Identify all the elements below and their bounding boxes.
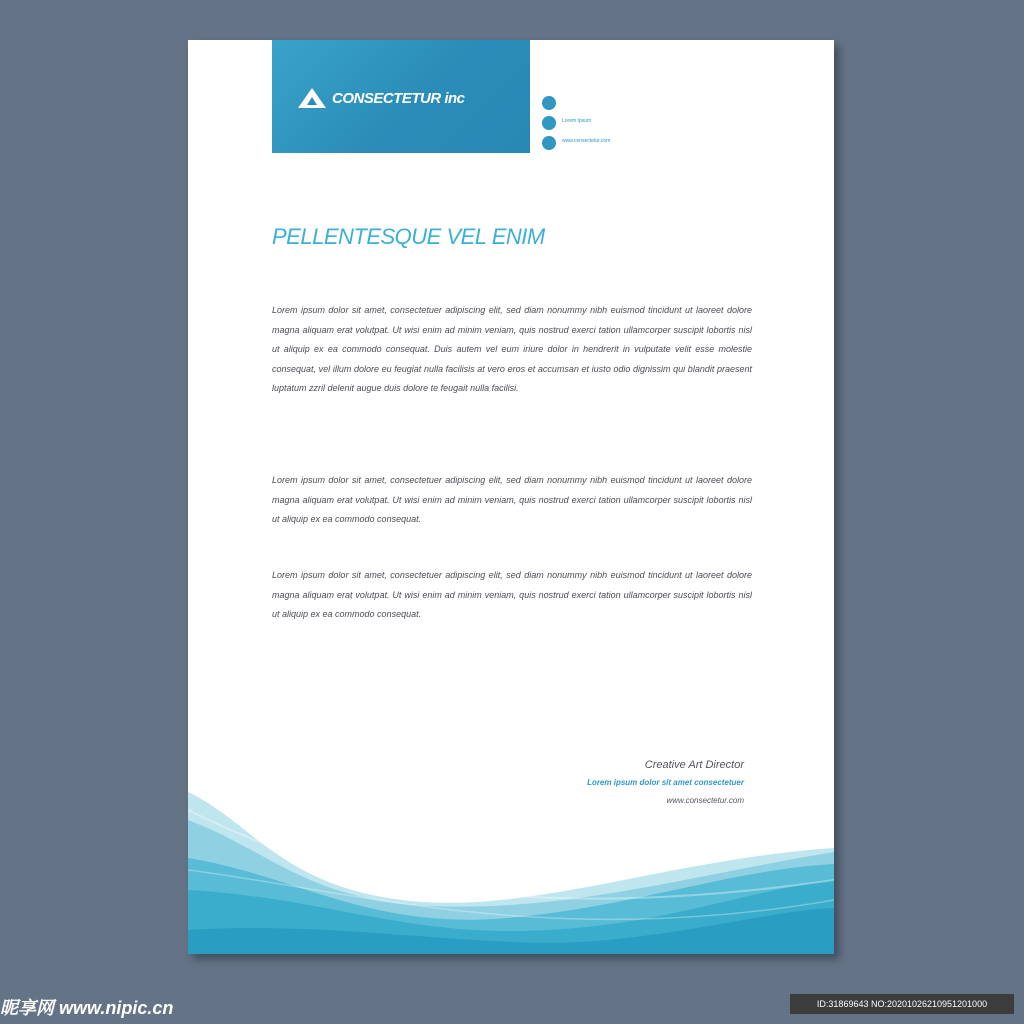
document-heading: PELLENTESQUE VEL ENIM [272, 224, 545, 249]
signature-subtitle: Lorem ipsum dolor sit amet consectetuer [587, 778, 744, 787]
contact-row [540, 134, 660, 154]
contact-row [540, 114, 660, 134]
wave-decoration [188, 780, 834, 954]
watermark-site: 昵享网 www.nipic.cn [0, 998, 174, 1018]
location-icon [542, 96, 556, 110]
signature-title: Creative Art Director [644, 759, 744, 771]
signature-website: www.consectetur.com [666, 796, 744, 805]
body-paragraph: Lorem ipsum dolor sit amet, consectetuer adipiscing elit, sed diam nonummy nibh euismod tincidunt ut laoreet dolore magna aliquam erat volutpat. Ut wisi enim ad minim veniam, quis nostrud exerci tation ullamcorper suscipit lobortis nisl ut aliquip ex ea commodo consequat. [272, 475, 752, 524]
company-name: CONSECTETUR inc [332, 90, 465, 107]
letterhead-logo-banner [272, 40, 530, 153]
contact-text: Lorem Ipsum [562, 118, 592, 124]
contact-text: www.consectetur.com [562, 138, 611, 144]
body-paragraph: Lorem ipsum dolor sit amet, consectetuer adipiscing elit, sed diam nonummy nibh euismod tincidunt ut laoreet dolore magna aliquam erat volutpat. Ut wisi enim ad minim veniam, quis nostrud exerci tation ullamcorper suscipit lobortis nisl ut aliquip ex ea commodo consequat. Duis autem vel eum iriure dolor in hendrerit in vulputate velit esse molestie consequat, vel illum dolore eu feugiat nulla facilisis at vero eros et accumsan et iusto odio dignissim qui blandit praesent luptatum zzril delenit augue duis dolore te feugait nulla facilisi. [272, 305, 752, 393]
mail-icon [542, 136, 556, 150]
triangle-logo-icon [298, 88, 326, 108]
watermark-id: ID:31869643 NO:20201026210951201000 [790, 994, 1014, 1014]
contact-block [540, 94, 660, 154]
body-paragraph: Lorem ipsum dolor sit amet, consectetuer adipiscing elit, sed diam nonummy nibh euismod tincidunt ut laoreet dolore magna aliquam erat volutpat. Ut wisi enim ad minim veniam, quis nostrud exerci tation ullamcorper suscipit lobortis nisl ut aliquip ex ea commodo consequat. [272, 570, 752, 619]
letterhead-page [188, 40, 834, 954]
contact-row [540, 94, 660, 114]
phone-icon [542, 116, 556, 130]
